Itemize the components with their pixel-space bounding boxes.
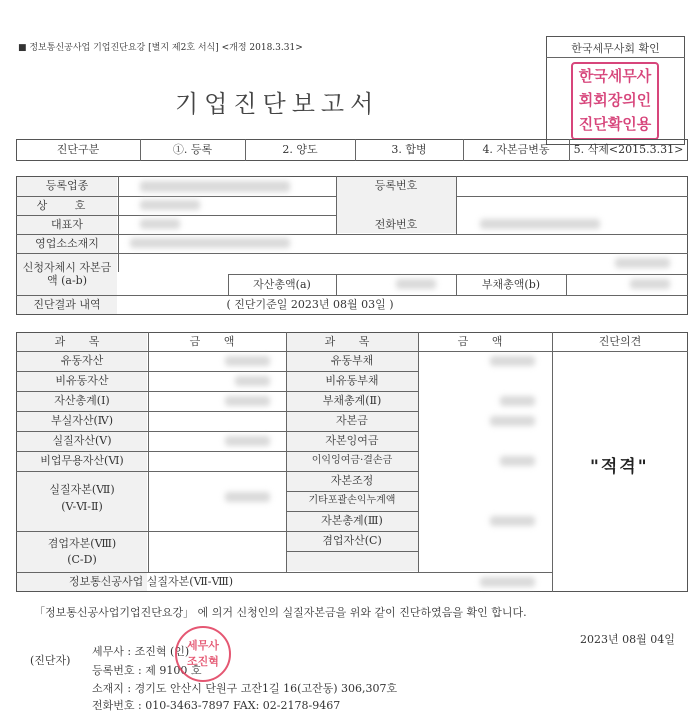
header-item-left: 과 목 bbox=[54, 334, 110, 348]
category-option-delete: 5. 삭제<2015.3.31> bbox=[573, 143, 684, 157]
tax-accountant-seal: 세무사조진혁 bbox=[175, 626, 231, 682]
signer-contact: 전화번호 : 010-3463-7897 FAX: 02-2178-9467 bbox=[92, 699, 341, 712]
signer-name: 세무사 : 조진혁 (인) bbox=[92, 645, 190, 658]
category-option-capital-change: 4. 자본금변동 bbox=[482, 143, 550, 157]
phone-label: 전화번호 bbox=[374, 217, 418, 231]
applied-capital-label: 신청자체시 자본금액 (a-b) bbox=[22, 260, 112, 287]
total-assets-label: 자산총액(a) bbox=[253, 277, 311, 291]
signer-registration: 등록번호 : 제 9100 호 bbox=[92, 664, 202, 677]
certification-statement: 「정보통신공사업기업진단요강」 에 의거 신청인의 실질자본금을 위와 같이 진단하였음을 확인 합니다. bbox=[34, 606, 527, 619]
diagnosis-opinion: "적격" bbox=[590, 457, 649, 477]
right-item-capital-surplus: 자본잉여금 bbox=[325, 434, 379, 448]
business-address-label: 영업소소재지 bbox=[35, 236, 99, 250]
right-item-current-liabilities: 유동부채 bbox=[330, 354, 374, 368]
category-label: 진단구분 bbox=[56, 143, 100, 157]
right-item-retained-earnings: 이익잉여금·결손금 bbox=[311, 455, 393, 466]
association-stamp: 한국세무사회회장의인진단확인용 bbox=[571, 62, 659, 140]
signer-label: (진단자) bbox=[30, 654, 71, 667]
right-item-capital-adjustment: 자본조정 bbox=[330, 474, 374, 488]
trade-name-label: 상 호 bbox=[36, 198, 98, 212]
result-label: 진단결과 내역 bbox=[33, 298, 101, 312]
left-item-real-capital: 실질자본(Ⅶ) bbox=[49, 483, 115, 497]
representative-label: 대표자 bbox=[51, 217, 83, 231]
registration-no-label: 등록번호 bbox=[374, 179, 418, 193]
left-item-nonbusiness-assets: 비업무용자산(Ⅵ) bbox=[40, 454, 124, 468]
document-title: 기업진단보고서 bbox=[175, 90, 380, 118]
left-item-real-capital-formula: (V-Ⅵ-Ⅱ) bbox=[61, 500, 103, 514]
left-item-side-capital: 겸업자본(Ⅷ) bbox=[47, 537, 117, 551]
right-item-side-assets: 겸업자산(C) bbox=[322, 534, 382, 548]
left-item-side-capital-formula: (C-D) bbox=[67, 553, 97, 567]
header-opinion: 진단의견 bbox=[598, 334, 642, 348]
left-item-current-assets: 유동자산 bbox=[60, 354, 104, 368]
registered-type-label: 등록업종 bbox=[45, 179, 89, 193]
left-item-total-assets: 자산총계(I) bbox=[54, 394, 110, 408]
right-item-total-liabilities: 부채총계(Ⅱ) bbox=[322, 394, 382, 408]
form-reference: ■ 정보통신공사업 기업진단요강 [별지 제2호 서식] <개정 2018.3.31> bbox=[18, 43, 303, 53]
category-option-merge: 3. 합병 bbox=[391, 143, 427, 157]
total-liabilities-label: 부채총액(b) bbox=[481, 277, 541, 291]
confirmation-label: 한국세무사회 확인 bbox=[571, 42, 660, 55]
report-date: 2023년 08월 04일 bbox=[580, 633, 675, 646]
header-item-right: 과 목 bbox=[324, 334, 380, 348]
left-item-noncurrent-assets: 비유동자산 bbox=[55, 374, 109, 388]
signer-address: 소재지 : 경기도 안산시 단원구 고잔1길 16(고잔동) 306,307호 bbox=[92, 682, 398, 695]
left-item-bad-assets: 부실자산(Ⅳ) bbox=[50, 414, 114, 428]
left-item-real-assets: 실질자산(V) bbox=[52, 434, 112, 448]
right-item-noncurrent-liabilities: 비유동부채 bbox=[325, 374, 379, 388]
header-amount-left: 금 액 bbox=[189, 334, 245, 348]
right-item-capital-stock: 자본금 bbox=[336, 414, 368, 428]
base-date: ( 진단기준일 2023년 08월 03일 ) bbox=[226, 298, 394, 312]
right-item-other-comprehensive: 기타포괄손익누계액 bbox=[308, 495, 396, 506]
category-option-register: ①. 등록 bbox=[172, 143, 213, 157]
right-item-total-equity: 자본총계(Ⅲ) bbox=[321, 514, 383, 528]
header-amount-right: 금 액 bbox=[457, 334, 513, 348]
category-option-transfer: 2. 양도 bbox=[282, 143, 318, 157]
net-real-capital-label: 정보통신공사업 실질자본(Ⅶ-Ⅷ) bbox=[68, 575, 234, 589]
